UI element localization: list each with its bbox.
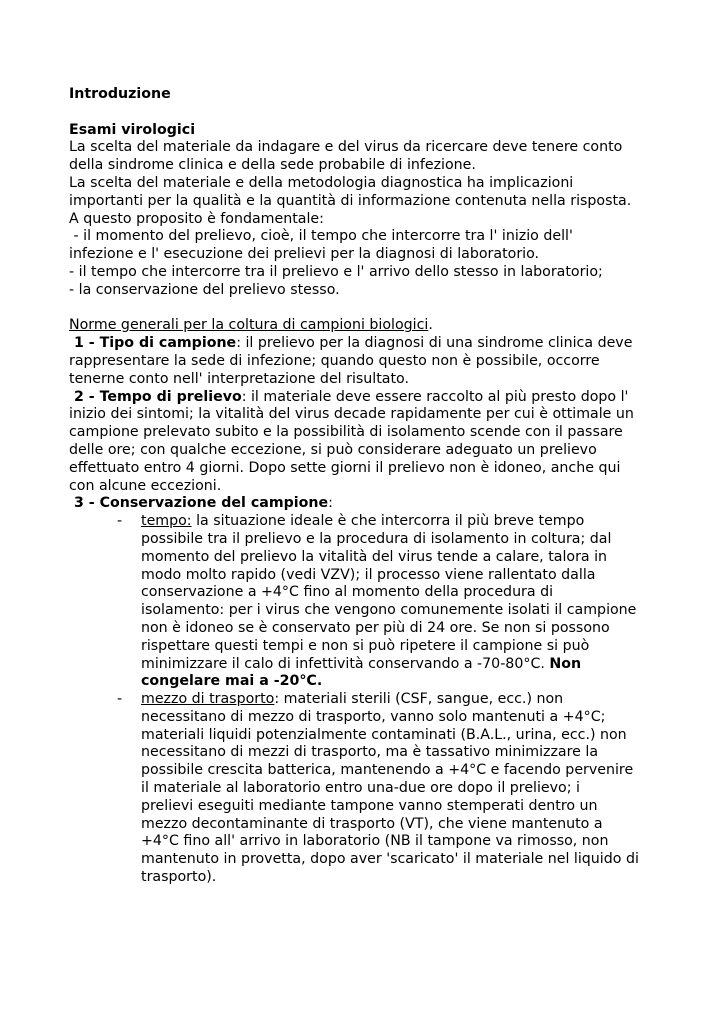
sub-item-text: : materiali sterili (CSF, sangue, ecc.) non: [274, 691, 564, 708]
norme-heading-line: [69, 317, 669, 335]
paragraph-line: della sindrome clinica e della sede probabile di infezione.: [69, 157, 476, 174]
paragraph-line: campione prelevato subito e la possibilità di isolamento scende con il passare: [69, 424, 623, 441]
paragraph-line: necessitano di mezzi di trasporto, ma è tassativo minimizzare la: [141, 744, 599, 761]
paragraph-line: non è idoneo se è conservato per più di 24 ore. Se non si possono: [141, 619, 610, 636]
document-title: Introduzione: [69, 86, 171, 102]
paragraph-line: effettuato entro 4 giorni. Dopo sette giorni il prelievo non è idoneo, anche qui: [69, 459, 621, 476]
item-1-label: 1 - Tipo di campione: [69, 335, 237, 352]
warning-text: Non: [549, 655, 582, 672]
item-2-line: [69, 389, 669, 407]
sub-item-text: la situazione ideale è che intercorra il più breve tempo: [191, 513, 585, 530]
paragraph-line: il materiale al laboratorio entro una-due ore dopo il prelievo; i: [141, 780, 580, 797]
paragraph-line: +4°C fino all' arrivo in laboratorio (NB il tampone va rimosso, non: [141, 833, 609, 850]
section-heading-esami: Esami virologici: [69, 121, 196, 138]
item-1-text: : il prelievo per la diagnosi di una sindrome clinica deve: [236, 335, 633, 352]
paragraph-line: A questo proposito è fondamentale:: [69, 210, 324, 227]
paragraph-line: momento del prelievo la vitalità del virus tende a calare, talora in: [141, 548, 608, 565]
paragraph-line: possibile crescita batterica, mantenendo a +4°C e facendo pervenire: [141, 762, 634, 779]
warning-text-final: congelare mai a -20°C.: [141, 673, 323, 690]
paragraph-line: infezione e l' esecuzione dei prelievi per la diagnosi di laboratorio.: [69, 246, 540, 263]
item-3-suffix: :: [328, 495, 333, 512]
paragraph-line: necessitano di mezzo di trasporto, vanno solo mantenuti a +4°C;: [141, 708, 606, 725]
paragraph-line: La scelta del materiale e della metodologia diagnostica ha implicazioni: [69, 174, 574, 191]
sub-item-mezzo-first-line: [141, 691, 669, 709]
paragraph-line: inizio dei sintomi; la vitalità del virus decade rapidamente per cui è ottimale un: [69, 406, 634, 423]
paragraph-line: - il momento del prelievo, cioè, il tempo che intercorre tra l' inizio dell': [69, 228, 573, 245]
spacer: [69, 104, 669, 122]
paragraph-line: mantenuto in provetta, dopo aver 'scaricato' il materiale nel liquido di: [141, 851, 639, 868]
sub-item-term: mezzo di trasporto: [141, 691, 275, 708]
paragraph-line: mezzo decontaminante di trasporto (VT), che viene mantenuto a: [141, 815, 603, 832]
paragraph-text: minimizzare il calo di infettività conservando a -70-80°C.: [141, 655, 550, 672]
paragraph-line: prelievi eseguiti mediante tampone vanno stemperati dentro un: [141, 797, 598, 814]
norme-heading-suffix: .: [428, 317, 433, 334]
paragraph-line: isolamento: per i virus che vengono comunemente isolati il campione: [141, 602, 637, 619]
paragraph-line: rispettare questi tempi e non si può ripetere il campione si può: [141, 637, 590, 654]
document-page: [69, 86, 669, 887]
sub-item-tempo-last-line: [141, 656, 669, 674]
paragraph-line: con alcune eccezioni.: [69, 477, 222, 494]
item-2-label: 2 - Tempo di prelievo: [69, 388, 242, 405]
paragraph-line: materiali liquidi potenzialmente contaminati (B.A.L., urina, ecc.) non: [141, 726, 627, 743]
paragraph-line: conservazione a +4°C fino al momento della procedura di: [141, 584, 554, 601]
item-3-label: 3 - Conservazione del campione: [69, 495, 329, 512]
paragraph-line: La scelta del materiale da indagare e del virus da ricercare deve tenere conto: [69, 139, 623, 156]
paragraph-line: possibile tra il prelievo e la procedura di isolamento in coltura; dal: [141, 530, 612, 547]
sub-item-tempo-first-line: [141, 513, 669, 531]
list-dash: -: [117, 513, 123, 530]
paragraph-line: - la conservazione del prelievo stesso.: [69, 281, 340, 298]
list-dash: -: [117, 691, 123, 708]
sub-item-mezzo: [69, 691, 669, 887]
sub-item-term: tempo:: [141, 513, 192, 530]
paragraph-line: tenerne conto nell' interpretazione del risultato.: [69, 370, 409, 387]
paragraph-line: trasporto).: [141, 869, 217, 886]
paragraph-line: importanti per la qualità e la quantità di informazione contenuta nella risposta.: [69, 192, 632, 209]
item-2-text: : il materiale deve essere raccolto al più presto dopo l': [241, 388, 629, 405]
item-3-line: [69, 495, 669, 513]
spacer: [69, 300, 669, 318]
paragraph-line: rappresentare la sede di infezione; quando questo non è possibile, occorre: [69, 352, 600, 369]
paragraph-line: - il tempo che intercorre tra il prelievo e l' arrivo dello stesso in laboratorio;: [69, 263, 603, 280]
paragraph-line: modo molto rapido (vedi VZV); il processo viene rallentato dalla: [141, 566, 596, 583]
norme-heading: Norme generali per la coltura di campioni biologici: [69, 317, 429, 334]
item-1-line: [69, 335, 669, 353]
sub-item-tempo: [69, 513, 669, 691]
paragraph-line: delle ore; con qualche eccezione, si può considerare adeguato un prelievo: [69, 441, 597, 458]
